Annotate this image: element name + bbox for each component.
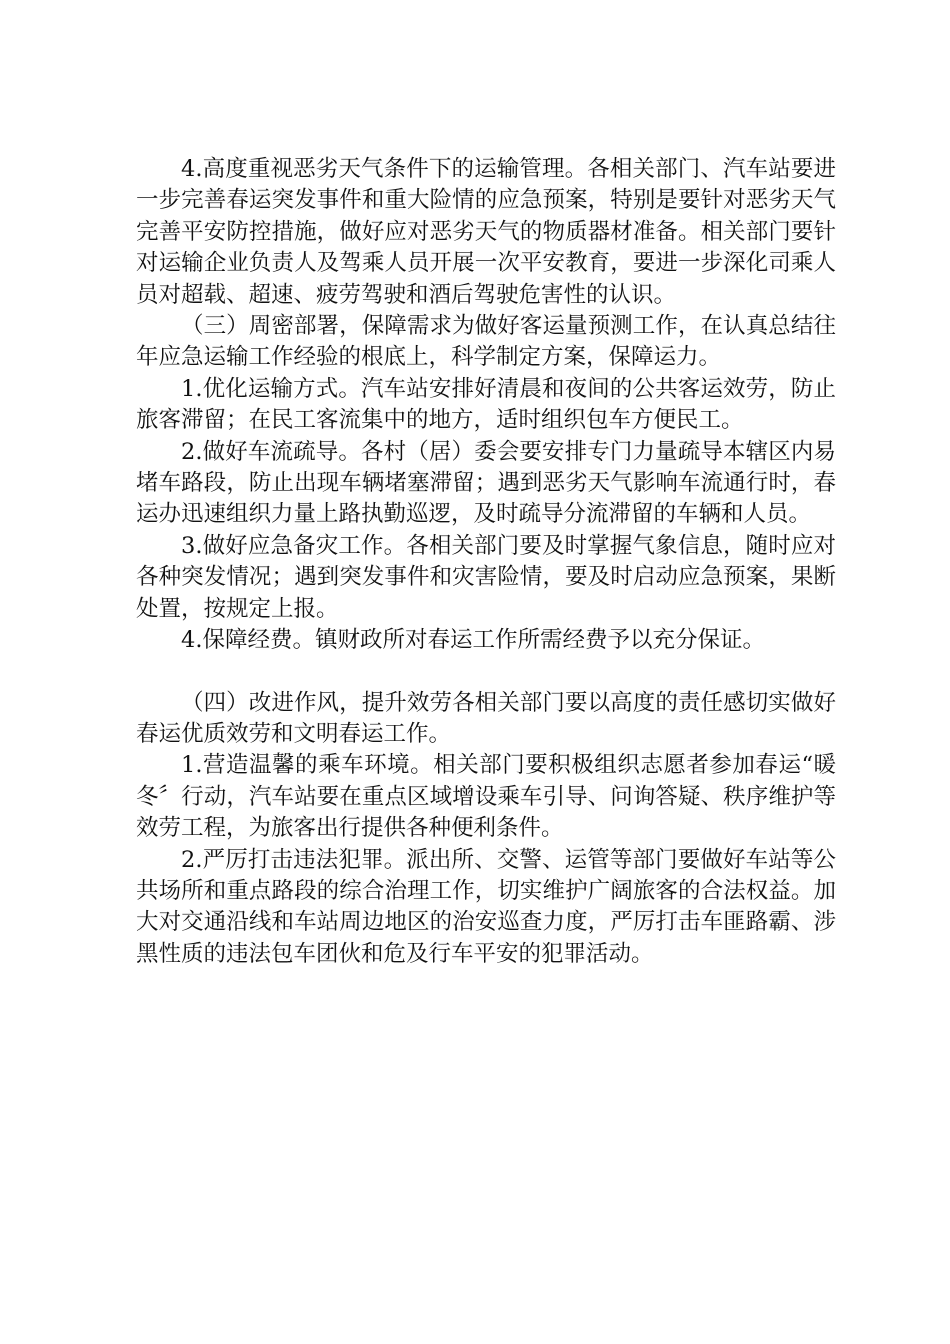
paragraph-traffic-guidance: 2.做好车流疏导。各村（居）委会要安排专门力量疏导本辖区内易堵车路段，防止出现车辆堵塞滞留；遇到恶劣天气影响车流通行时，春运办迅速组织力量上路执勤巡逻，及时疏导分流滞留的车辆和人员。 bbox=[136, 438, 836, 528]
paragraph-emergency-preparedness: 3.做好应急备灾工作。各相关部门要及时掌握气象信息，随时应对各种突发情况；遇到突发事件和灾害险情，要及时启动应急预案，果断处置，按规定上报。 bbox=[136, 532, 836, 622]
section-heading-3: （三）周密部署，保障需求为做好客运量预测工作，在认真总结往年应急运输工作经验的根底上，科学制定方案，保障运力。 bbox=[136, 313, 836, 371]
paragraph-spacer bbox=[136, 657, 836, 688]
document-body bbox=[136, 154, 836, 970]
paragraph-optimize-transport: 1.优化运输方式。汽车站安排好清晨和夜间的公共客运效劳，防止旅客滞留；在民工客流集中的地方，适时组织包车方便民工。 bbox=[136, 375, 836, 434]
paragraph-ride-environment: 1.营造温馨的乘车环境。相关部门要积极组织志愿者参加春运“暖冬〞行动，汽车站要在重点区域增设乘车引导、问询答疑、秩序维护等效劳工程，为旅客出行提供各种便利条件。 bbox=[136, 752, 836, 842]
paragraph-crime-crackdown: 2.严厉打击违法犯罪。派出所、交警、运管等部门要做好车站等公共场所和重点路段的综合治理工作，切实维护广阔旅客的合法权益。加大对交通沿线和车站周边地区的治安巡查力度，严厉打击车匪路霸、涉黑性质的违法包车团伙和危及行车平安的犯罪活动。 bbox=[136, 846, 836, 967]
paragraph-weather-management: 4.高度重视恶劣天气条件下的运输管理。各相关部门、汽车站要进一步完善春运突发事件和重大险情的应急预案，特别是要针对恶劣天气完善平安防控措施，做好应对恶劣天气的物质器材准备。相关部门要针对运输企业负责人及驾乘人员开展一次平安教育，要进一步深化司乘人员对超载、超速、疲劳驾驶和酒后驾驶危害性的认识。 bbox=[136, 156, 836, 308]
paragraph-funding: 4.保障经费。镇财政所对春运工作所需经费予以充分保证。 bbox=[181, 627, 765, 654]
section-heading-4: （四）改进作风，提升效劳各相关部门要以高度的责任感切实做好春运优质效劳和文明春运工作。 bbox=[136, 689, 836, 747]
